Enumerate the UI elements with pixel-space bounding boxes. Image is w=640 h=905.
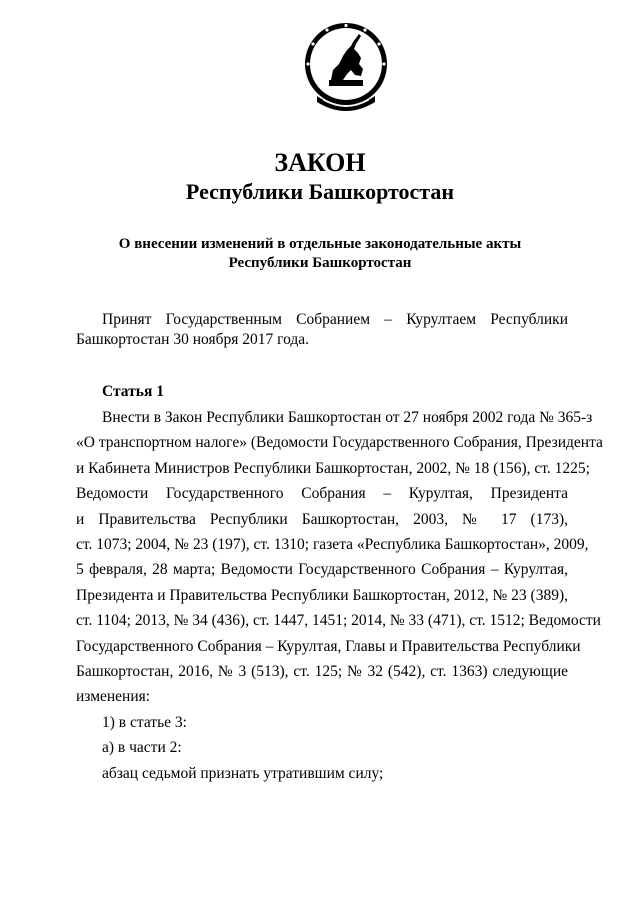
law-name-line: Республики Башкортостан xyxy=(228,255,412,271)
law-name xyxy=(0,235,640,273)
paragraph-line: Внести в Закон Республики Башкортостан от 27 ноября 2002 года № 365-з xyxy=(102,409,593,426)
paragraph-line: Президента и Правительства Республики Башкортостан, 2012, № 23 (389), xyxy=(76,586,568,604)
law-subtitle: Республики Башкортостан xyxy=(185,179,455,204)
paragraph-line: ст. 1073; 2004, № 23 (197), ст. 1310; газета «Республика Башкортостан», 2009, xyxy=(76,536,589,554)
article-title: Статья 1 xyxy=(102,383,164,400)
paragraph-line: и Правительства Республики Башкортостан, 2003, № 17 (173), xyxy=(76,510,568,528)
adoption-note xyxy=(76,310,568,350)
paragraph-line: Ведомости Государственного Собрания – Курултая, Президента xyxy=(76,485,568,503)
adoption-line: Принят Государственным Собранием – Курултаем Республики xyxy=(102,311,568,328)
paragraph-line: «О транспортном налоге» (Ведомости Государственного Собрания, Президента xyxy=(76,434,603,452)
article-body xyxy=(76,405,603,786)
paragraph-line: ст. 1104; 2013, № 34 (436), ст. 1447, 1451; 2014, № 33 (471), ст. 1512; Ведомости xyxy=(76,612,601,630)
bashkortostan-emblem-icon xyxy=(303,20,389,114)
law-name-line: О внесении изменений в отдельные законодательные акты xyxy=(118,236,522,252)
list-item: а) в части 2: xyxy=(102,739,182,757)
law-title: ЗАКОН xyxy=(274,148,366,177)
adoption-line: Башкортостан 30 ноября 2017 года. xyxy=(76,331,310,348)
paragraph-line: и Кабинета Министров Республики Башкортостан, 2002, № 18 (156), ст. 1225; xyxy=(76,459,590,477)
list-item: 1) в статье 3: xyxy=(102,713,187,731)
paragraph-line: Башкортостан, 2016, № 3 (513), ст. 125; № 32 (542), ст. 1363) следующие xyxy=(76,663,568,681)
paragraph-line: Государственного Собрания – Курултая, Главы и Правительства Республики xyxy=(76,637,581,655)
list-item: абзац седьмой признать утратившим силу; xyxy=(102,764,384,782)
paragraph-line: изменения: xyxy=(76,688,151,706)
paragraph-line: 5 февраля, 28 марта; Ведомости Государственного Собрания – Курултая, xyxy=(76,561,568,579)
